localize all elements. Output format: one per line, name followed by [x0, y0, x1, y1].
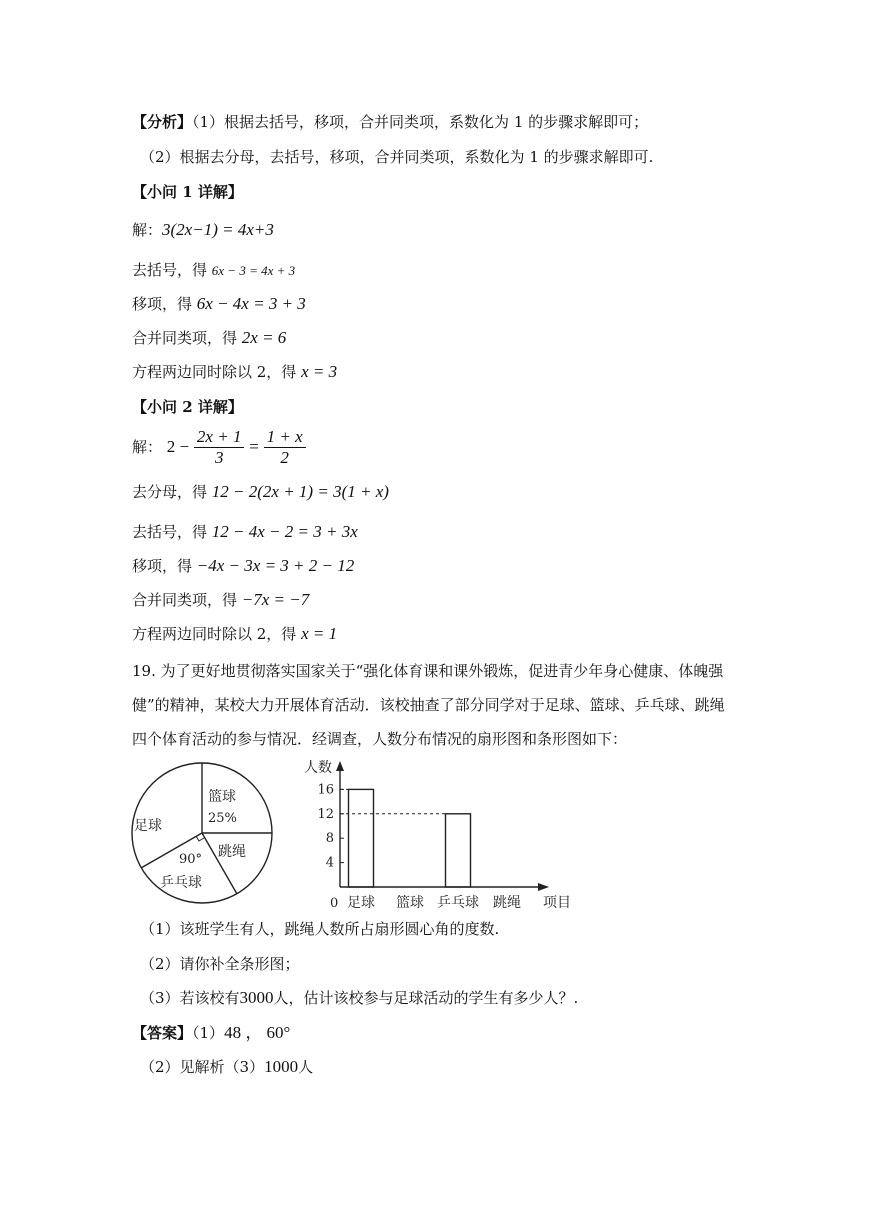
- analysis-label: 【分析】: [132, 113, 193, 131]
- q1-equation: 3(2x−1) = 4x+3: [162, 220, 274, 239]
- q2-step-2-math: 12 − 4x − 2 = 3 + 3x: [211, 522, 358, 541]
- origin-label: 0: [330, 896, 339, 911]
- pie-label-rope: 跳绳: [218, 844, 246, 860]
- pie-label-basketball-pct: 25%: [208, 811, 237, 826]
- question-3-number: 3000: [239, 988, 274, 1007]
- q2-step-1: [132, 481, 389, 503]
- q1-solve-prefix: 解：: [132, 221, 163, 239]
- q2-equation-line: [132, 424, 306, 469]
- answer-line-1: [132, 1022, 290, 1044]
- q2-eq-left: 2 −: [166, 437, 190, 456]
- question-3: [140, 987, 578, 1009]
- answer-part3-unit: 人: [298, 1058, 314, 1076]
- answer-part1-label: （1）: [192, 1024, 225, 1042]
- q2-step-4-math: −7x = −7: [241, 590, 310, 609]
- q1-step-1: [132, 259, 295, 282]
- x-axis-label: 项目: [543, 895, 571, 911]
- problem19-line-2: 健”的精神，某校大力开展体育活动．该校抽查了部分同学对于足球、篮球、乒乓球、跳绳: [132, 696, 725, 714]
- analysis-line-2: （2）根据去分母，去括号，移项，合并同类项，系数化为 1 的步骤求解即可.: [140, 148, 654, 166]
- q2-heading: 【小问 2 详解】: [132, 398, 243, 416]
- pie-label-angle: 90°: [179, 852, 203, 867]
- y-tick-label: 16: [317, 782, 334, 798]
- bar-chart-labels: [304, 759, 571, 911]
- q2-eq-mid: =: [249, 437, 259, 456]
- y-axis-label: 人数: [304, 760, 332, 776]
- x-category-label: 足球: [347, 895, 375, 911]
- bar-chart-guides: [340, 789, 446, 813]
- q1-step-2: [132, 293, 306, 315]
- q2-step-3-math: −4x − 3x = 3 + 2 − 12: [196, 556, 355, 575]
- q2-step-2: [132, 521, 358, 543]
- bar-chart-bars: [349, 789, 471, 887]
- problem19-line-3: 四个体育活动的参与情况．经调查，人数分布情况的扇形图和条形图如下：: [132, 730, 628, 748]
- q2-step-3: [132, 555, 354, 577]
- q2-step-5-math: x = 1: [301, 624, 338, 643]
- q1-step-1-text: 去括号，得: [132, 261, 212, 279]
- bar: [446, 814, 471, 887]
- q1-step-4-text: 方程两边同时除以 2，得: [132, 363, 302, 381]
- answer-line-2: [140, 1056, 313, 1078]
- q2-fraction-2: [264, 427, 306, 468]
- q2-step-4-text: 合并同类项，得: [132, 591, 242, 609]
- q1-step-3-text: 合并同类项，得: [132, 329, 242, 347]
- pie-label-pingpong: 乒乓球: [160, 875, 202, 891]
- pie-label-basketball: 篮球: [208, 789, 236, 805]
- pie-divider-lower-right: [202, 833, 237, 894]
- q1-step-4-math: x = 3: [301, 362, 338, 381]
- q2-step-1-text: 去分母，得: [132, 483, 212, 501]
- bar-chart: [290, 755, 580, 915]
- y-tick-label: 12: [317, 806, 334, 822]
- x-category-label: 乒乓球: [437, 895, 479, 911]
- q2-step-5-text: 方程两边同时除以 2，得: [132, 625, 302, 643]
- pie-label-football: 足球: [134, 818, 162, 834]
- y-axis-arrow: [336, 761, 344, 771]
- q1-step-1-math: 6x − 3 = 4x + 3: [211, 263, 296, 278]
- answer-part3-value: 1000: [264, 1057, 299, 1076]
- answer-label: 【答案】: [132, 1024, 193, 1042]
- question-1: （1）该班学生有人，跳绳人数所占扇形圆心角的度数.: [140, 920, 500, 938]
- q2-step-2-text: 去括号，得: [132, 523, 212, 541]
- analysis-step-1: （1）根据去括号，移项，合并同类项，系数化为 1 的步骤求解即可；: [192, 113, 649, 131]
- q1-step-2-math: 6x − 4x = 3 + 3: [196, 294, 306, 313]
- q1-step-3: [132, 327, 286, 349]
- q2-frac1-numerator: 2x + 1: [196, 426, 242, 446]
- q1-step-4: [132, 361, 337, 383]
- bar: [349, 789, 374, 887]
- question-3-suffix: 人，估计该校参与足球活动的学生有多少人？.: [273, 989, 579, 1007]
- pie-chart: [128, 760, 278, 910]
- question-2: （2）请你补全条形图；: [140, 955, 300, 973]
- q1-step-2-text: 移项，得: [132, 295, 197, 313]
- bar-chart-axes: [336, 761, 549, 891]
- question-3-prefix: （3）若该校有: [140, 989, 240, 1007]
- y-tick-label: 8: [325, 831, 334, 847]
- answer-part1-values: 48 ， 60°: [224, 1023, 291, 1042]
- q2-step-1-math: 12 − 2(2x + 1) = 3(1 + x): [211, 482, 389, 501]
- q2-fraction-1: [194, 427, 245, 468]
- q2-solve-prefix: 解：: [132, 438, 163, 456]
- q2-step-4: [132, 589, 309, 611]
- q2-frac1-denominator: 3: [194, 447, 245, 468]
- q2-step-5: [132, 623, 337, 645]
- q2-frac2-denominator: 2: [264, 447, 306, 468]
- y-tick-label: 4: [325, 855, 334, 871]
- q1-step-3-math: 2x = 6: [241, 328, 287, 347]
- q1-equation-line: [132, 219, 274, 241]
- answer-part2-text: （2）见解析（3）: [140, 1058, 265, 1076]
- x-category-label: 跳绳: [493, 895, 521, 911]
- analysis-line-1: [132, 111, 648, 133]
- q1-heading: 【小问 1 详解】: [132, 183, 243, 201]
- right-angle-mark: [196, 836, 204, 841]
- x-category-label: 篮球: [396, 895, 424, 911]
- q2-frac2-numerator: 1 + x: [266, 426, 303, 446]
- problem19-line-1: 19. 为了更好地贯彻落实国家关于“强化体育课和课外锻炼，促进青少年身心健康、体魄强: [132, 662, 724, 680]
- q2-step-3-text: 移项，得: [132, 557, 197, 575]
- x-axis-arrow: [538, 883, 549, 891]
